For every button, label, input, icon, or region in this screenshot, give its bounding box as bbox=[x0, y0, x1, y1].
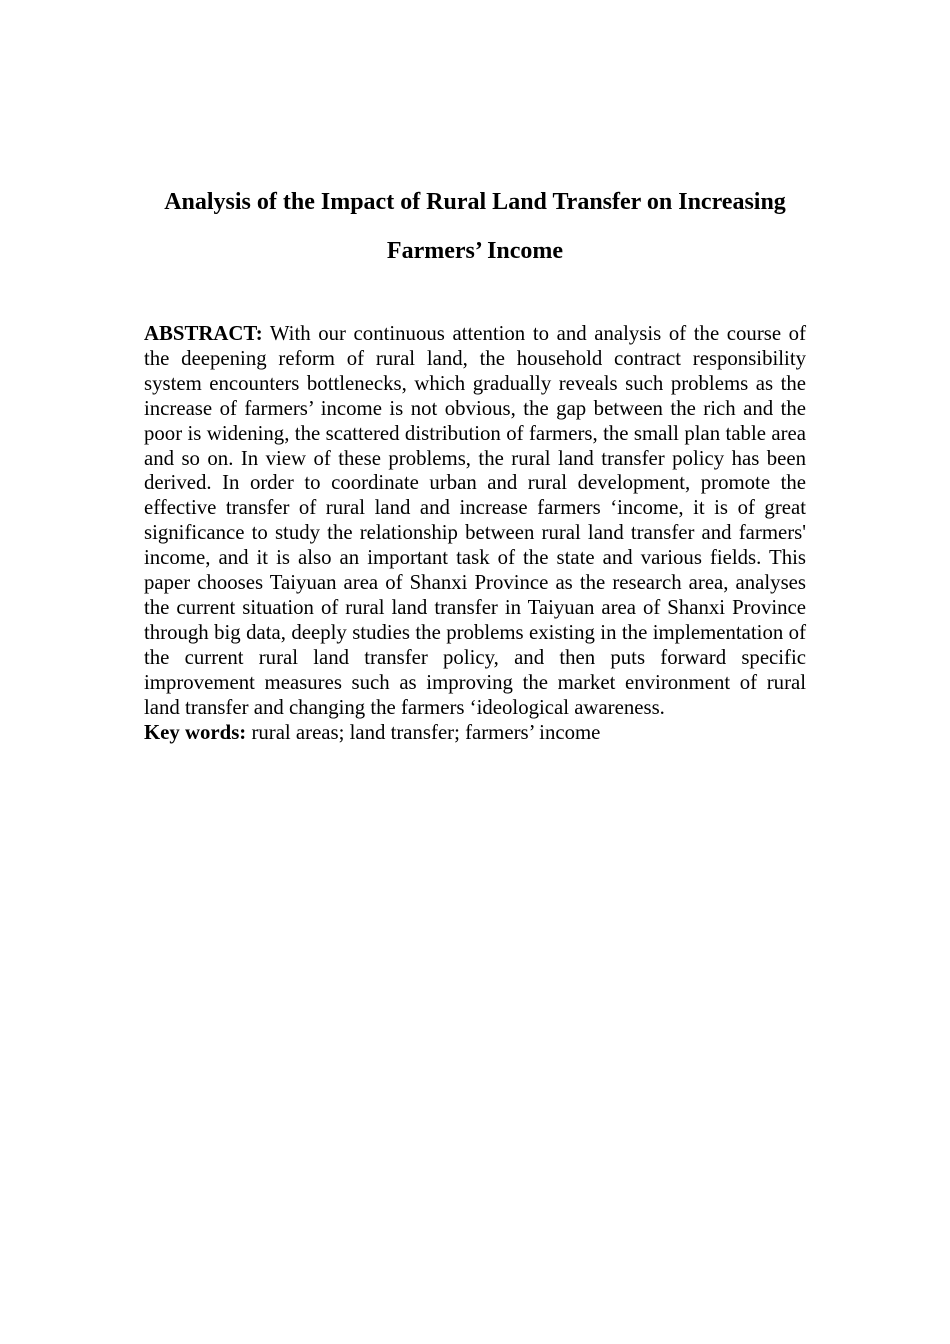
keywords-text: rural areas; land transfer; farmers’ income bbox=[251, 720, 601, 744]
paper-title bbox=[144, 178, 806, 276]
keywords-paragraph bbox=[144, 721, 806, 746]
abstract-paragraph bbox=[144, 322, 806, 721]
abstract-label: ABSTRACT: bbox=[144, 322, 263, 345]
title-line-2: Farmers’ Income bbox=[386, 238, 564, 264]
abstract-section bbox=[144, 322, 806, 745]
abstract-text: With our continuous attention to and analysis of the course of the deepening reform of rural land, the household contract responsibility system encounters bottlenecks, which gradually reveals such problems as the increase of farmers’ income is not obvious, the gap between the rich and the poor is widening, the scattered distribution of farmers, the small plan table area and so on. In view of these problems, the rural land transfer policy has been derived. In order to coordinate urban and rural development, promote the effective transfer of rural land and increase farmers ‘income, it is of great significance to study the relationship between rural land transfer and farmers' income, and it is also an important task of the state and various fields. This paper chooses Taiyuan area of Shanxi Province as the research area, analyses the current situation of rural land transfer in Taiyuan area of Shanxi Province through big data, deeply studies the problems existing in the implementation of the current rural land transfer policy, and then puts forward specific improvement measures such as improving the market environment of rural land transfer and changing the farmers ‘ideological awareness. bbox=[144, 322, 806, 719]
keywords-label: Key words: bbox=[144, 720, 247, 744]
title-line-1: Analysis of the Impact of Rural Land Transfer on Increasing bbox=[164, 189, 786, 215]
